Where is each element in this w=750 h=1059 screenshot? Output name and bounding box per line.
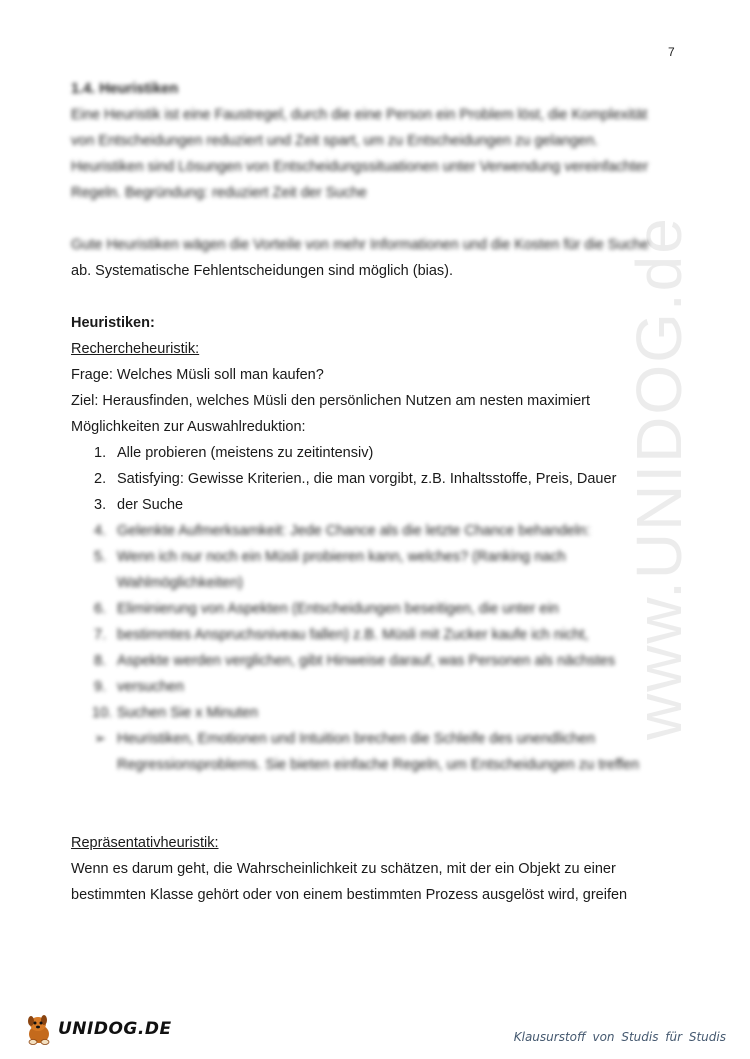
logo-text: UNIDOG.DE — [58, 1019, 172, 1039]
recherche-frage: Frage: Welches Müsli soll man kaufen? — [71, 367, 324, 383]
list-item-number: 4. — [94, 523, 107, 539]
recherche-moeglichkeiten: Möglichkeiten zur Auswahlreduktion: — [71, 419, 306, 435]
repraesentativ-line-2: bestimmten Klasse gehört oder von einem bestimmten Prozess ausgelöst wird, greifen — [71, 887, 628, 903]
list-item-text: versuchen — [117, 679, 184, 695]
list-item-text: Suchen Sie x Minuten — [117, 705, 259, 721]
list-item-text: Regressionsproblems. Sie bieten einfache Regeln, um Entscheidungen zu treffen — [117, 757, 640, 773]
list-item-text: Eliminierung von Aspekten (Entscheidungen beseitigen, die unter ein — [117, 601, 559, 617]
list-item-text: Heuristiken, Emotionen und Intuition brechen die Schleife des unendlichen — [117, 731, 596, 747]
recherche-ziel: Ziel: Herausfinden, welches Müsli den persönlichen Nutzen am nesten maximiert — [71, 393, 591, 409]
unidog-logo[interactable] — [22, 1012, 172, 1046]
list-item-text: der Suche — [117, 497, 184, 513]
repraesentativ-title: Repräsentativheuristik: — [71, 835, 219, 851]
dog-mascot-icon — [22, 1012, 56, 1046]
list-item-number: 2. — [94, 471, 107, 487]
list-item-number: 1. — [94, 445, 107, 461]
list-item-text: Wahlmöglichkeiten) — [117, 575, 243, 591]
intro-line-3: Heuristiken sind Lösungen von Entscheidungssituationen unter Verwendung vereinfachter — [71, 159, 649, 175]
recherche-title: Rechercheheuristik: — [71, 341, 200, 357]
page-number: 7 — [668, 45, 675, 59]
list-item-text: Wenn ich nur noch ein Müsli probieren kann, welches? (Ranking nach — [117, 549, 566, 565]
list-item-number: 3. — [94, 497, 107, 513]
section-heading: 1.4. Heuristiken — [71, 81, 179, 97]
list-item-text: Alle probieren (meistens zu zeitintensiv) — [117, 445, 374, 461]
list-item-text: Satisfying: Gewisse Kriterien., die man vorgibt, z.B. Inhaltsstoffe, Preis, Dauer — [117, 471, 617, 487]
list-item-number: 6. — [94, 601, 107, 617]
list-item-text: Aspekte werden verglichen, gibt Hinweise darauf, was Personen als nächstes — [117, 653, 616, 669]
heuristiken-heading: Heuristiken: — [71, 315, 155, 331]
arrow-bullet-icon: ➢ — [94, 731, 107, 747]
list-item-text: Gelenkte Aufmerksamkeit: Jede Chance als die letzte Chance behandeln: — [117, 523, 591, 539]
intro-line-4: Regeln. Begründung: reduziert Zeit der Suche — [71, 185, 367, 201]
list-item-text: bestimmtes Anspruchsniveau fallen) z.B. Müsli mit Zucker kaufe ich nicht, — [117, 627, 589, 643]
list-item-number: 5. — [94, 549, 107, 565]
para2-blurred-line: Gute Heuristiken wägen die Vorteile von mehr Informationen und die Kosten für die Suche — [71, 237, 649, 253]
watermark: www.UNIDOG.de — [623, 216, 695, 740]
list-item-number: 8. — [94, 653, 107, 669]
list-item-number: 7. — [94, 627, 107, 643]
list-item-number: 9. — [94, 679, 107, 695]
intro-line-2: von Entscheidungen reduziert und Zeit spart, um zu Entscheidungen zu gelangen. — [71, 133, 599, 149]
repraesentativ-line-1: Wenn es darum geht, die Wahrscheinlichkeit zu schätzen, mit der ein Objekt zu einer — [71, 861, 616, 877]
list-item-number: 10. — [92, 705, 113, 721]
para2-clear-line: ab. Systematische Fehlentscheidungen sind möglich (bias). — [71, 263, 454, 279]
footer-tagline: Klausurstoff von Studis für Studis — [513, 1030, 726, 1044]
intro-line-1: Eine Heuristik ist eine Faustregel, durch die eine Person ein Problem löst, die Komplexität — [71, 107, 648, 123]
